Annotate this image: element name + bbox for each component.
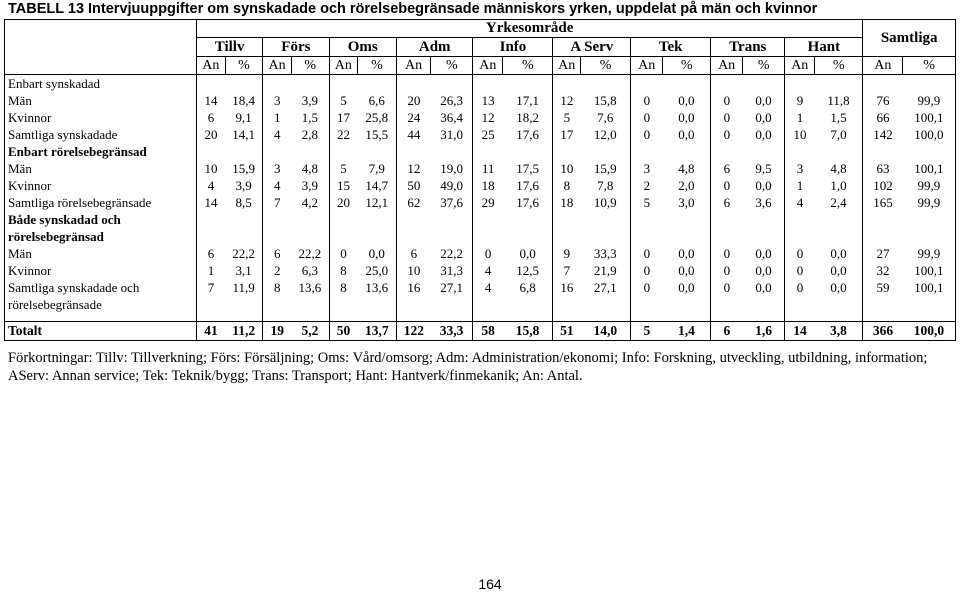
footnote: Förkortningar: Tillv: Tillverkning; Förs: Försäljning; Oms: Vård/omsorg; Adm: Administration/ekonomi; Info: Forskning, utveckling, utbildning, information; AServ: Annan service; Tek: Teknik/bygg; Trans: Transport; Hant: Hantverk/finmekanik; An: Antal.	[8, 350, 928, 384]
total-value-cell: 100,0	[903, 322, 956, 341]
value-cell: 11,9	[232, 279, 255, 295]
value-cell: 0	[785, 262, 815, 279]
value-cell: 29	[473, 194, 503, 211]
value-cell: 0,0	[755, 177, 772, 193]
value-cell: 5	[329, 160, 358, 177]
sub-header-pct: %	[815, 57, 863, 75]
total-value-cell: 11,2	[225, 322, 263, 341]
total-value-cell: 1,4	[663, 322, 711, 341]
value-cell: 20	[396, 92, 430, 109]
value-cell: 100,1	[903, 109, 956, 126]
value-cell: 13	[473, 92, 503, 109]
value-cell: 9,5	[755, 160, 772, 176]
sub-header-pct: %	[903, 57, 956, 75]
value-cell: 0,0	[368, 245, 385, 261]
value-cell: 22,2	[298, 245, 322, 261]
value-cell: 22,2	[232, 245, 256, 261]
value-cell: 17,6	[516, 126, 539, 142]
value-cell: 15,5	[365, 126, 389, 142]
sub-header-an: An	[711, 57, 743, 75]
value-cell: 2	[631, 177, 663, 194]
value-cell: 6	[196, 109, 225, 126]
value-cell: 3,9	[301, 92, 319, 108]
row-label: Totalt	[5, 322, 197, 341]
total-value-cell: 6	[711, 322, 743, 341]
value-cell: 15,9	[232, 160, 256, 176]
value-cell: 10	[196, 160, 225, 177]
value-cell: 1	[785, 109, 815, 126]
value-cell: 4,8	[301, 160, 319, 176]
value-cell: 0	[711, 126, 743, 143]
value-cell: 26,3	[440, 92, 463, 108]
section-heading: Enbart rörelsebegränsad	[5, 143, 197, 160]
row-label: Män	[5, 160, 197, 177]
value-cell: 4	[263, 126, 292, 143]
value-cell: 21,9	[593, 262, 617, 278]
value-cell: 3	[263, 160, 292, 177]
value-cell: 10	[785, 126, 815, 143]
section-heading: Både synskadad och	[5, 211, 197, 228]
value-cell: 1,5	[301, 109, 319, 125]
value-cell: 1,0	[830, 177, 847, 193]
value-cell: 3,9	[301, 177, 319, 193]
value-cell: 12	[553, 92, 580, 109]
data-table	[4, 19, 956, 341]
value-cell: 18	[473, 177, 503, 194]
value-cell: 32	[863, 262, 903, 279]
value-cell: 19,0	[440, 160, 463, 176]
value-cell: 8,5	[235, 194, 252, 210]
value-cell: 3,1	[235, 262, 252, 278]
value-cell: 0,0	[755, 262, 772, 278]
row-label: Samtliga synskadade	[5, 126, 197, 143]
value-cell: 27,1	[593, 279, 617, 295]
value-cell: 3	[785, 160, 815, 177]
value-cell: 10	[396, 262, 430, 279]
value-cell: 18	[553, 194, 580, 211]
value-cell: 4	[785, 194, 815, 211]
header-corner-cell	[5, 57, 197, 75]
value-cell: 25	[473, 126, 503, 143]
value-cell: 0,0	[830, 245, 847, 261]
value-cell: 8	[263, 279, 292, 296]
field-header-hant: Hant	[785, 38, 863, 57]
value-cell: 1	[263, 109, 292, 126]
value-cell: 14,1	[232, 126, 256, 142]
value-cell: 0,0	[830, 279, 847, 295]
value-cell: 0,0	[678, 109, 695, 125]
value-cell: 4	[473, 279, 503, 296]
value-cell: 165	[863, 194, 903, 211]
value-cell: 1	[196, 262, 225, 279]
sub-header-an: An	[263, 57, 292, 75]
sub-header-an: An	[196, 57, 225, 75]
value-cell: 12,5	[516, 262, 539, 278]
value-cell: 6	[711, 160, 743, 177]
total-column-header: Samtliga	[863, 20, 956, 57]
value-cell: 17,5	[516, 160, 539, 176]
value-cell: 0,0	[678, 279, 695, 295]
field-header-oms: Oms	[329, 38, 396, 57]
value-cell: 63	[863, 160, 903, 177]
row-label: Kvinnor	[5, 177, 197, 194]
value-cell: 44	[396, 126, 430, 143]
value-cell: 6,8	[519, 279, 536, 295]
table-row	[5, 177, 956, 194]
section-heading: rörelsebegränsad	[5, 228, 197, 245]
total-value-cell: 19	[263, 322, 292, 341]
table-row	[5, 279, 956, 296]
total-value-cell: 14,0	[580, 322, 630, 341]
value-cell: 59	[863, 279, 903, 296]
value-cell: 0	[711, 279, 743, 296]
value-cell: 17	[553, 126, 580, 143]
total-value-cell: 366	[863, 322, 903, 341]
value-cell: 5	[553, 109, 580, 126]
value-cell: 0,0	[830, 262, 847, 278]
section-heading: Enbart synskadad	[5, 75, 197, 93]
value-cell: 0,0	[678, 92, 695, 108]
value-cell: 3	[631, 160, 663, 177]
row-label: Kvinnor	[5, 109, 197, 126]
total-value-cell: 58	[473, 322, 503, 341]
value-cell: 25,8	[365, 109, 389, 125]
value-cell: 1	[785, 177, 815, 194]
value-cell: 0	[329, 245, 358, 262]
value-cell: 0	[711, 245, 743, 262]
total-row	[5, 322, 956, 341]
value-cell: 4,8	[830, 160, 847, 176]
value-cell: 0	[711, 177, 743, 194]
value-cell: 18,2	[516, 109, 539, 125]
value-cell: 14,7	[365, 177, 389, 193]
value-cell: 100,1	[903, 160, 956, 177]
total-value-cell: 33,3	[431, 322, 473, 341]
value-cell: 142	[863, 126, 903, 143]
value-cell: 0	[711, 109, 743, 126]
table-row	[5, 194, 956, 211]
sub-header-an: An	[553, 57, 580, 75]
header-corner-cell	[5, 38, 197, 57]
value-cell: 1,5	[830, 109, 847, 125]
row-label: rörelsebegränsade	[5, 296, 197, 313]
value-cell: 8	[553, 177, 580, 194]
value-cell: 27	[863, 245, 903, 262]
value-cell: 99,9	[903, 92, 956, 109]
field-header-aserv: A Serv	[553, 38, 631, 57]
sub-header-pct: %	[503, 57, 553, 75]
field-header-adm: Adm	[396, 38, 473, 57]
value-cell: 0,0	[678, 262, 695, 278]
sub-header-pct: %	[663, 57, 711, 75]
value-cell: 12,1	[365, 194, 389, 210]
value-cell: 8	[329, 262, 358, 279]
table-row	[5, 126, 956, 143]
value-cell: 18,4	[232, 92, 256, 108]
value-cell: 15,8	[593, 92, 617, 108]
value-cell: 13,6	[298, 279, 322, 295]
value-cell: 33,3	[593, 245, 617, 261]
value-cell: 10	[553, 160, 580, 177]
value-cell: 9,1	[235, 109, 252, 125]
value-cell: 20	[196, 126, 225, 143]
total-value-cell: 50	[329, 322, 358, 341]
row-label: Män	[5, 92, 197, 109]
value-cell: 100,1	[903, 279, 956, 296]
table-row	[5, 245, 956, 262]
value-cell: 14	[196, 194, 225, 211]
value-cell: 36,4	[440, 109, 463, 125]
value-cell: 0,0	[755, 109, 772, 125]
table-row	[5, 92, 956, 109]
sub-header-an: An	[473, 57, 503, 75]
value-cell: 3	[263, 92, 292, 109]
value-cell: 15	[329, 177, 358, 194]
value-cell: 8	[329, 279, 358, 296]
value-cell: 0,0	[755, 126, 772, 142]
value-cell: 7,8	[597, 177, 614, 193]
value-cell: 37,6	[440, 194, 463, 210]
value-cell: 10,9	[593, 194, 617, 210]
sub-header-pct: %	[291, 57, 329, 75]
value-cell: 99,9	[903, 245, 956, 262]
value-cell: 5	[631, 194, 663, 211]
value-cell: 100,0	[903, 126, 956, 143]
value-cell: 3,9	[235, 177, 252, 193]
value-cell: 12,0	[593, 126, 617, 142]
value-cell: 0	[631, 279, 663, 296]
value-cell: 66	[863, 109, 903, 126]
value-cell: 0,0	[755, 92, 772, 108]
value-cell: 4	[263, 177, 292, 194]
value-cell: 2,0	[678, 177, 695, 193]
value-cell: 0	[631, 109, 663, 126]
value-cell: 25,0	[365, 262, 389, 278]
value-cell: 9	[553, 245, 580, 262]
header-corner-cell	[5, 20, 197, 38]
sub-header-an: An	[329, 57, 358, 75]
value-cell: 17,1	[516, 92, 539, 108]
value-cell: 102	[863, 177, 903, 194]
total-value-cell: 51	[553, 322, 580, 341]
sub-header-an: An	[631, 57, 663, 75]
total-value-cell: 1,6	[743, 322, 785, 341]
value-cell: 3,0	[678, 194, 695, 210]
value-cell: 4,8	[678, 160, 695, 176]
value-cell: 2	[263, 262, 292, 279]
value-cell: 11	[473, 160, 503, 177]
value-cell: 22,2	[440, 245, 463, 261]
total-value-cell: 41	[196, 322, 225, 341]
sub-header-pct: %	[580, 57, 630, 75]
value-cell: 0,0	[519, 245, 536, 261]
value-cell: 2,4	[830, 194, 847, 210]
value-cell: 100,1	[903, 262, 956, 279]
field-header-tillv: Tillv	[196, 38, 262, 57]
value-cell: 13,6	[365, 279, 389, 295]
value-cell: 17	[329, 109, 358, 126]
total-value-cell: 3,8	[815, 322, 863, 341]
value-cell: 0,0	[755, 245, 772, 261]
value-cell: 99,9	[903, 177, 956, 194]
value-cell: 6	[196, 245, 225, 262]
value-cell: 16	[553, 279, 580, 296]
value-cell: 31,0	[440, 126, 463, 142]
value-cell: 0	[631, 92, 663, 109]
field-header-tek: Tek	[631, 38, 711, 57]
value-cell: 0	[631, 262, 663, 279]
value-cell: 24	[396, 109, 430, 126]
value-cell: 7,9	[368, 160, 385, 176]
value-cell: 11,8	[827, 92, 850, 108]
value-cell: 76	[863, 92, 903, 109]
value-cell: 6,3	[301, 262, 319, 278]
value-cell: 7	[263, 194, 292, 211]
value-cell: 0,0	[678, 126, 695, 142]
value-cell: 17,6	[516, 194, 539, 210]
value-cell: 4	[196, 177, 225, 194]
total-value-cell: 14	[785, 322, 815, 341]
value-cell: 99,9	[903, 194, 956, 211]
value-cell: 62	[396, 194, 430, 211]
value-cell: 4	[473, 262, 503, 279]
value-cell: 0	[785, 245, 815, 262]
value-cell: 0	[631, 245, 663, 262]
field-header-info: Info	[473, 38, 553, 57]
value-cell: 9	[785, 92, 815, 109]
value-cell: 17,6	[516, 177, 539, 193]
value-cell: 27,1	[440, 279, 463, 295]
sub-header-pct: %	[358, 57, 397, 75]
value-cell: 20	[329, 194, 358, 211]
total-value-cell: 5,2	[291, 322, 329, 341]
value-cell: 0	[711, 92, 743, 109]
value-cell: 14	[196, 92, 225, 109]
group-header: Yrkesområde	[196, 20, 862, 38]
value-cell: 7,6	[597, 109, 614, 125]
sub-header-pct: %	[225, 57, 263, 75]
total-value-cell: 122	[396, 322, 430, 341]
table-row	[5, 160, 956, 177]
value-cell: 6	[711, 194, 743, 211]
value-cell: 0,0	[678, 245, 695, 261]
sub-header-pct: %	[743, 57, 785, 75]
row-label: Samtliga rörelsebegränsade	[5, 194, 197, 211]
value-cell: 6	[396, 245, 430, 262]
value-cell: 50	[396, 177, 430, 194]
value-cell: 0	[473, 245, 503, 262]
sub-header-pct: %	[431, 57, 473, 75]
value-cell: 2,8	[301, 126, 319, 142]
value-cell: 0	[785, 279, 815, 296]
value-cell: 31,3	[440, 262, 463, 278]
total-value-cell: 15,8	[503, 322, 553, 341]
value-cell: 5	[329, 92, 358, 109]
value-cell: 7,0	[830, 126, 847, 142]
page-number: 164	[478, 576, 502, 592]
table-row	[5, 262, 956, 279]
row-label: Kvinnor	[5, 262, 197, 279]
value-cell: 12	[473, 109, 503, 126]
row-label: Samtliga synskadade och	[5, 279, 197, 296]
value-cell: 6	[263, 245, 292, 262]
field-header-fors: Förs	[263, 38, 329, 57]
value-cell: 15,9	[593, 160, 617, 176]
value-cell: 0	[631, 126, 663, 143]
document-title: TABELL 13 Intervjuuppgifter om synskadade och rörelsebegränsade människors yrken, uppdelat på män och kvinnor	[8, 1, 818, 17]
row-label: Män	[5, 245, 197, 262]
value-cell: 0,0	[755, 279, 772, 295]
field-header-trans: Trans	[711, 38, 785, 57]
value-cell: 3,6	[755, 194, 772, 210]
value-cell: 12	[396, 160, 430, 177]
value-cell: 7	[553, 262, 580, 279]
value-cell: 22	[329, 126, 358, 143]
value-cell: 4,2	[301, 194, 319, 210]
sub-header-an: An	[785, 57, 815, 75]
value-cell: 49,0	[440, 177, 463, 193]
value-cell: 7	[196, 279, 225, 296]
total-value-cell: 5	[631, 322, 663, 341]
value-cell: 16	[396, 279, 430, 296]
sub-header-an: An	[396, 57, 430, 75]
value-cell: 0	[711, 262, 743, 279]
value-cell: 6,6	[368, 92, 385, 108]
table-row	[5, 109, 956, 126]
sub-header-an: An	[863, 57, 903, 75]
total-value-cell: 13,7	[358, 322, 397, 341]
